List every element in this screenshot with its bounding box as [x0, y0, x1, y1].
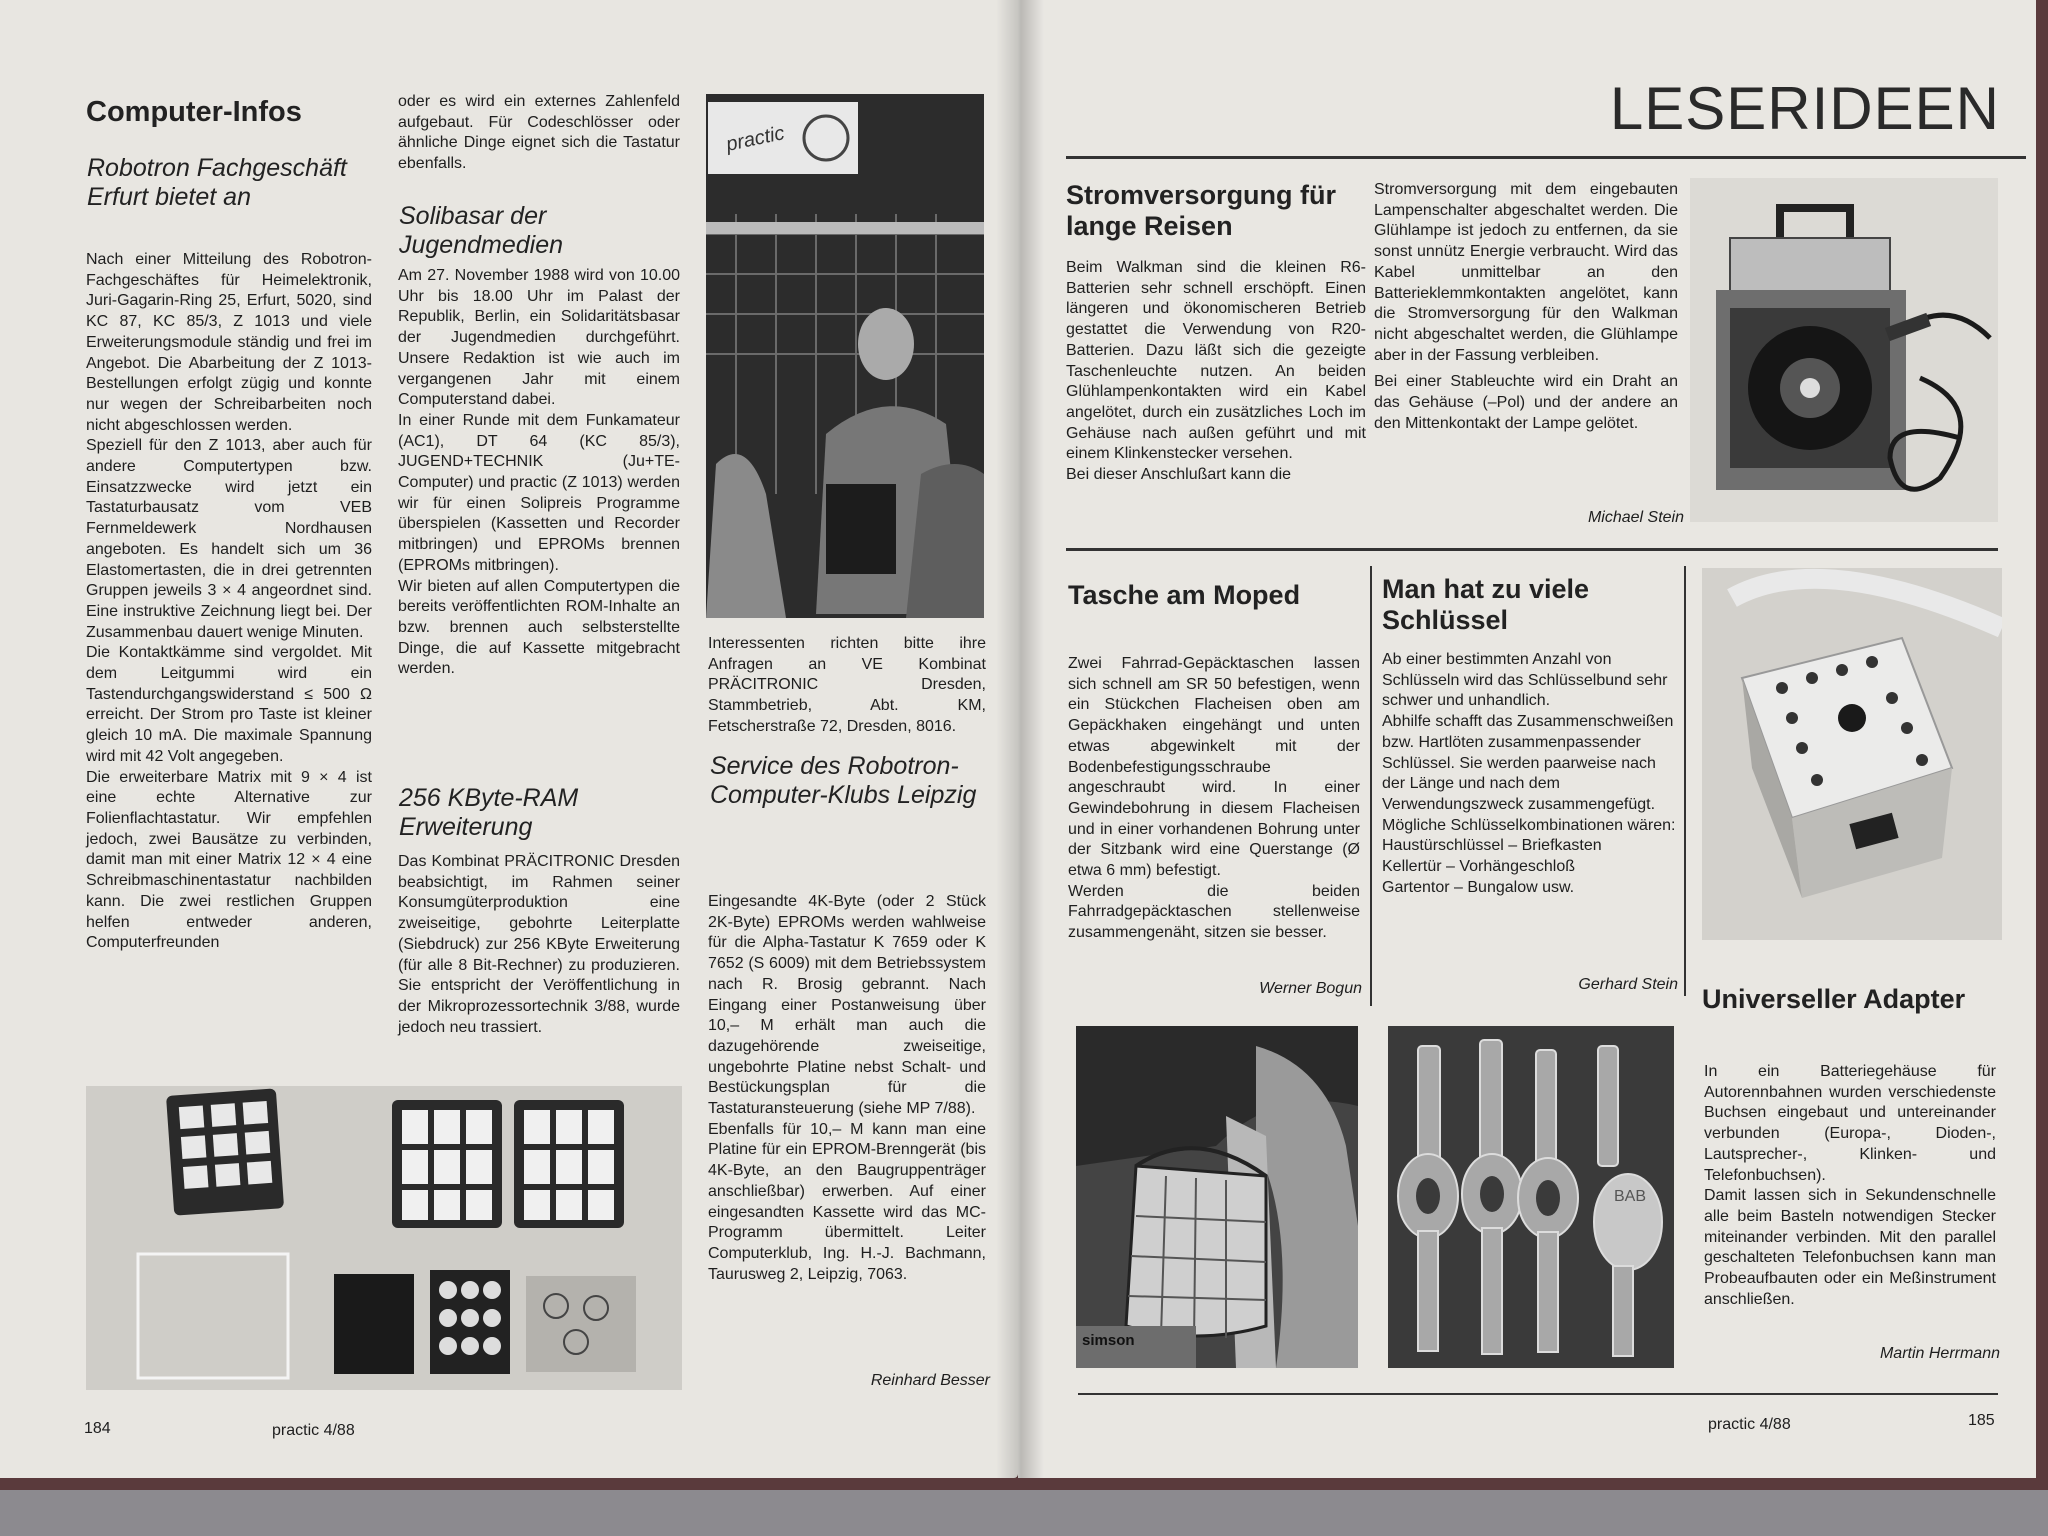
photo-label-simson: simson — [1082, 1332, 1135, 1349]
page-number-left: 184 — [84, 1420, 111, 1437]
issue-right: practic 4/88 — [1708, 1416, 1791, 1433]
paragraph: Damit lassen sich in Sekundenschnelle alle beim Basteln notwendigen Stecker miteinander verbinden. Mit den parallel geschalteten Telefonbuchsen kann man Probeaufbauten oder ein Meßinstrument anschließen. — [1704, 1187, 1996, 1308]
heading-service: Service des Robotron-Computer-Klubs Leipzig — [710, 752, 977, 809]
heading-256kbyte-ram: 256 KByte-RAM Erweiterung — [399, 784, 579, 841]
photo-moped-bag — [1076, 1026, 1358, 1368]
section-title-leserideen: LESERIDEEN — [1609, 75, 2000, 142]
paragraph: Abhilfe schafft das Zusammenschweißen bzw. Hartlöten zusammenpassender Schlüssel. Sie werden paarweise nach der Länge und nach dem Verwendungszweck zusammengefügt. — [1382, 713, 1674, 813]
author-martin-herrmann: Martin Herrmann — [1879, 1345, 2000, 1362]
heading-robotron-erfurt: Robotron Fachgeschäft Erfurt bietet an — [87, 154, 347, 211]
issue-left: practic 4/88 — [272, 1422, 355, 1439]
continuation-robotron: oder es wird ein externes Zahlenfeld aufgebaut. Für Codeschlösser oder ähnliche Dinge eignet sich die Tastatur ebenfalls. — [398, 93, 680, 173]
column-rule-1 — [1370, 566, 1372, 1006]
paragraph: Haustürschlüssel – Briefkasten — [1382, 837, 1602, 855]
paragraph: Kellertür – Vorhängeschloß — [1382, 858, 1575, 876]
author-werner-bogun: Werner Bogun — [1259, 980, 1362, 997]
paragraph: Gartentor – Bungalow usw. — [1382, 878, 1575, 896]
schluessel-text — [1382, 650, 1678, 898]
photo-keyboard-kit — [86, 1086, 682, 1390]
continuation-ram: Interessenten richten bitte ihre Anfragen an VE Kombinat PRÄCITRONIC Dresden, Stammbetrieb, Abt. KM, Fetscherstraße 72, Dresden, 8016. — [708, 635, 986, 735]
strom-continuation — [1374, 180, 1678, 434]
paragraph: Bei einer Stableuchte wird ein Draht an das Gehäuse (–Pol) und der andere an den Mittenkontakt der Lampe gelötet. — [1374, 373, 1678, 432]
paragraph: Nach einer Mitteilung des Robotron-Fachgeschäftes für Heimelektronik, Juri-Gagarin-Ring 25, Erfurt, 5020, sind KC 87, KC 85/3, Z 1013 und viele Erweiterungsmodule ständig und frei im Angebot. Die Abarbeitung der Z 1013-Bestellungen erfolgt zügig und konnte nur wegen der Schreibarbeiten noch nicht abgeschlossen werden. — [86, 251, 372, 434]
author-reinhard-besser: Reinhard Besser — [870, 1372, 990, 1389]
right-page — [1018, 0, 2036, 1478]
photo-adapter-box — [1702, 568, 2002, 940]
heading-schluessel: Man hat zu viele Schlüssel — [1382, 574, 1590, 635]
photo-flashlight — [1690, 178, 1998, 522]
author-gerhard-stein: Gerhard Stein — [1578, 976, 1678, 993]
paragraph: Am 27. November 1988 wird von 10.00 Uhr bis 18.00 Uhr im Palast der Republik, Berlin, ein Solidaritätsbasar der Jugendmedien durchgeführt. Unsere Redaktion ist wie auch im vergangenen Jahr mit einem Computerstand dabei. — [398, 267, 680, 409]
column-2-ram-text — [398, 852, 680, 1038]
column-3-text — [708, 892, 986, 1285]
tasche-text — [1068, 654, 1360, 944]
author-michael-stein: Michael Stein — [1587, 509, 1684, 526]
column-rule-2 — [1684, 566, 1686, 996]
paragraph: Die Kontaktkämme sind vergoldet. Mit dem Leitgummi wird ein Tastendurchgangswiderstand ≤ 500 Ω erreicht. Der Strom pro Taste ist kleiner gleich 10 mA. Die maximale Spannung wird mit 42 Volt angegeben. — [86, 644, 372, 765]
paragraph: Stromversorgung mit dem eingebauten Lampenschalter abgeschaltet werden. Die Glühlampe ist jedoch zu entfernen, da sie sonst unnütz Energie verbraucht. Wird das Kabel unmittelbar an den Batterieklemmkontakten angelötet, kann die Stromversorgung für den Walkman nicht abgeschaltet werden, die Glühlampe aber in der Fassung verbleiben. — [1374, 181, 1678, 364]
adapter-text — [1704, 1062, 1996, 1310]
paragraph: Eingesandte 4K-Byte (oder 2 Stück 2K-Byte) EPROMs werden wahlweise für die Alpha-Tastatur K 7659 oder K 7652 (S 6009) mit dem Betriebssystem nach R. Brosig gebrannt. Nach Eingang einer Postanweisung über 10,– M erhält man auch die dazugehörende zweiseitige, ungebohrte Platine nebst Schalt- und Bestückungsplan für die Tastaturansteuerung (siehe MP 7/88). — [708, 893, 986, 1118]
paragraph: Ebenfalls für 10,– M kann man eine Platine für ein EPROM-Brenngerät (bis 4K-Byte, an den Baugruppenträger anschließbar) erwerben. Auf einer eingesandten Kassette wird das MC-Programm übermittelt. Leiter Computerklub, Ing. H.-J. Bachmann, Taurusweg 2, Leipzig, 7063. — [708, 1120, 986, 1283]
heading-adapter: Universeller Adapter — [1702, 984, 1966, 1014]
paragraph: Ab einer bestimmten Anzahl von Schlüsseln wird das Schlüsselbund sehr schwer und unhandlich. — [1382, 651, 1668, 710]
photo-sign-practic: practic — [724, 122, 787, 156]
section-title-computer-infos: Computer-Infos — [86, 96, 302, 128]
heading-stromversorgung: Stromversorgung für lange Reisen — [1066, 180, 1337, 241]
page-number-right: 185 — [1968, 1412, 1995, 1429]
book-spine-shadow — [996, 0, 1044, 1478]
paragraph: Wir bieten auf allen Computertypen die bereits veröffentlichten ROM-Inhalte an bzw. brennen auch selbsterstellte Dinge, die auf Kassette mitgebracht werden. — [398, 577, 680, 678]
paragraph: Die erweiterbare Matrix mit 9 × 4 ist eine echte Alternative zur Folienflachtastatur. Wir empfehlen jedoch, zwei Bausätze zu verbinden, damit man mit einer Matrix 12 × 4 eine Schreibmaschinentastatur nachbilden kann. Die zwei restlichen Gruppen helfen entweder anderen, Computerfreunden — [86, 768, 372, 952]
heading-tasche: Tasche am Moped — [1068, 580, 1301, 610]
header-rule — [1066, 156, 2026, 159]
paragraph: Beim Walkman sind die kleinen R6-Batterien sehr schnell erschöpft. Einen längeren und ökonomischeren Betrieb gestattet die Verwendung von R20-Batterien. Dazu läßt sich die gezeigte Taschenleuchte nutzen. An beiden Glühlampenkontakten wird ein Kabel angelötet, durch ein zusätzliches Loch im Gehäuse nach außen geführt und mit einem Klinkenstecker versehen. — [1066, 259, 1366, 463]
heading-solibasar: Solibasar der Jugendmedien — [399, 202, 564, 259]
footer-rule — [1078, 1393, 1998, 1395]
column-1-text — [86, 250, 372, 954]
paragraph: In ein Batteriegehäuse für Autorennbahnen wurden verschiedenste Buchsen eingebaut und untereinander verbunden (Europa-, Dioden-, Lautsprecher-, Klinken- und Telefonbuchsen). — [1704, 1063, 1996, 1184]
photo-computer-stand — [706, 94, 984, 618]
strom-text — [1066, 258, 1366, 486]
paragraph: Zwei Fahrrad-Gepäcktaschen lassen sich schnell am SR 50 befestigen, wenn ein Stückchen Flacheisen oben am Gepäckhaken eingehängt und unten etwas abgewinkelt mit der Bodenbefestigungsschraube angeschraubt wird. In einer Gewindebohrung in diesem Flacheisen und in einer vorhandenen Bohrung unter der Sitzbank wird eine Querstange (Ø etwa 6 mm) befestigt. — [1068, 655, 1360, 880]
paragraph: Mögliche Schlüsselkombinationen wären: — [1382, 816, 1676, 834]
paragraph: Das Kombinat PRÄCITRONIC Dresden beabsichtigt, im Rahmen seiner Konsumgüterproduktion eine zweiseitige, gebohrte Leiterplatte (Siebdruck) zur 256 KByte Erweiterung (für alle 8 Bit-Rechner) zu produzieren. Sie entspricht der Veröffentlichung in der Mikroprozessortechnik 3/88, wurde jedoch neu trassiert. — [398, 853, 680, 1036]
paragraph: Speziell für den Z 1013, aber auch für andere Computertypen bzw. Einsatzzwecke wird jetzt ein Tastaturbausatz vom VEB Fernmeldewerk Nordhausen angeboten. Es handelt sich um 36 Elastomertasten, die in drei getrennten Gruppen jeweils 3 × 4 angeordnet sind. Eine instruktive Zeichnung liegt bei. Der Zusammenbau dauert wenige Minuten. — [86, 437, 372, 641]
key-label-bab: BAB — [1614, 1188, 1647, 1205]
paragraph: Bei dieser Anschlußart kann die — [1066, 466, 1292, 484]
column-2-text — [398, 266, 680, 680]
photo-welded-keys — [1388, 1026, 1674, 1368]
paragraph: In einer Runde mit dem Funkamateur (AC1), DT 64 (KC 85/3), JUGEND+TECHNIK (Ju+TE-Computer) und practic (Z 1013) werden wir für einen Solipreis Programme überspielen (Kassetten und Recorder mitbringen) und EPROMs brennen (EPROMs mitbringen). — [398, 411, 680, 574]
section-rule — [1066, 548, 1998, 551]
left-page — [0, 0, 1018, 1478]
paragraph: Werden die beiden Fahrradgepäcktaschen stellenweise zusammengenäht, sitzen sie besser. — [1068, 882, 1360, 942]
